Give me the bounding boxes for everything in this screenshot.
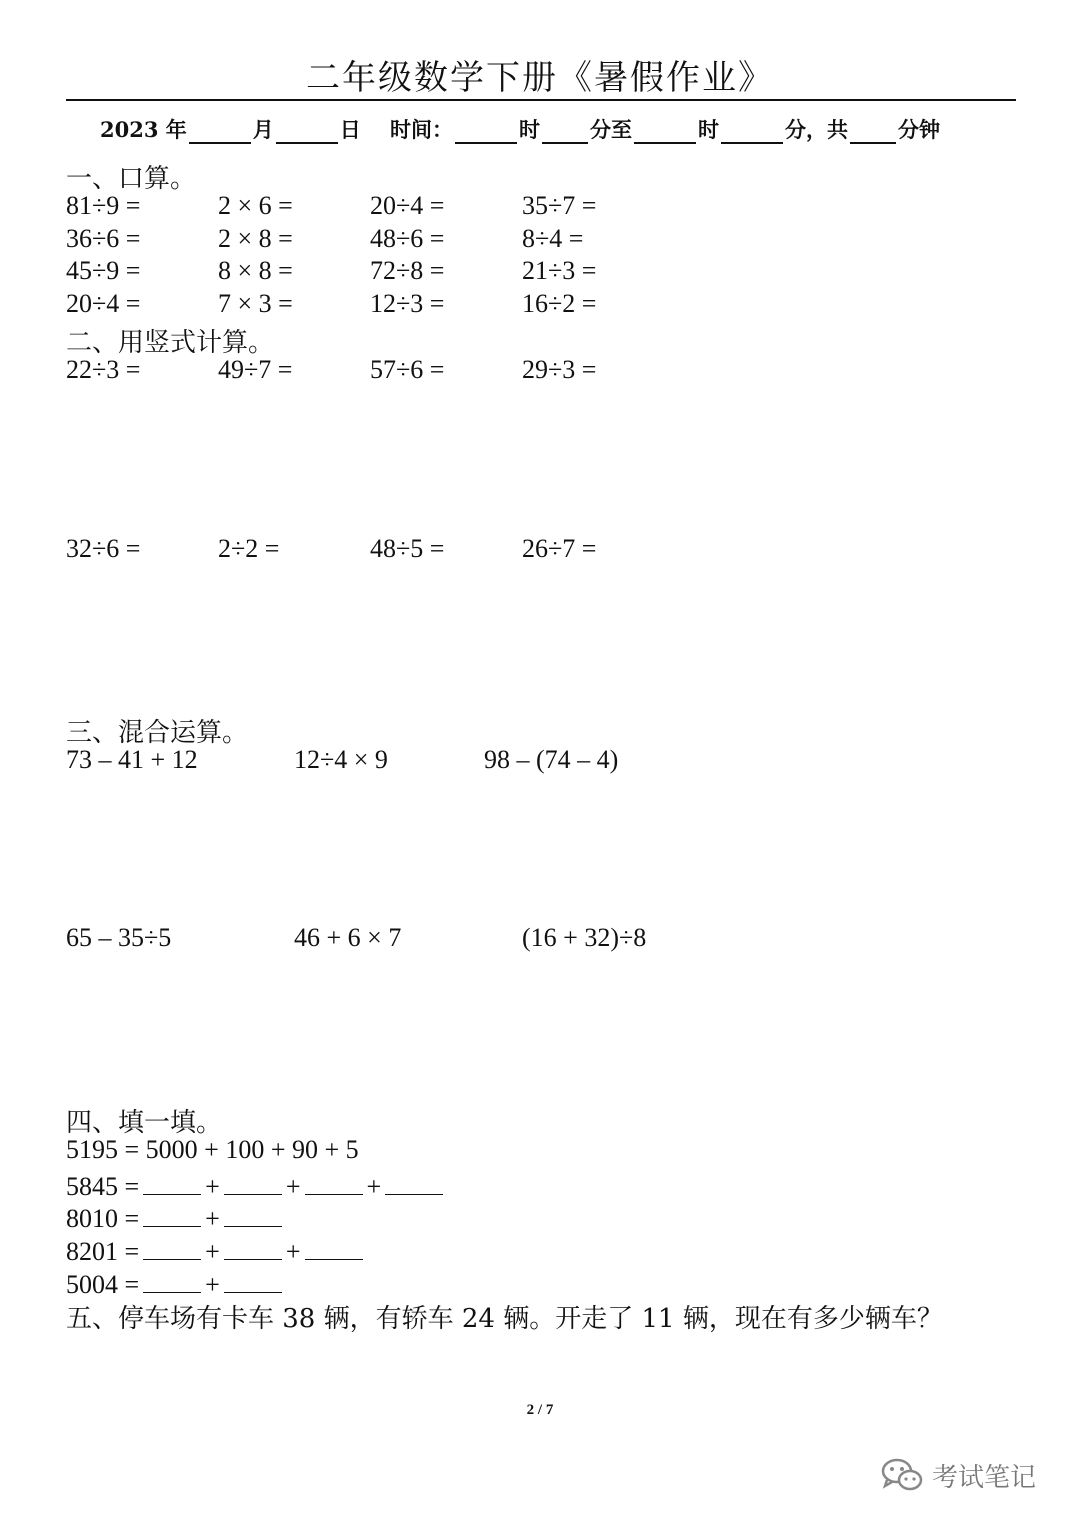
- oral-problem: 16÷2 =: [522, 289, 597, 318]
- oral-problem: 72÷8 =: [370, 256, 445, 285]
- answer-blank[interactable]: [143, 1266, 201, 1293]
- mixed-problem: (16 + 32)÷8: [522, 923, 647, 952]
- vertical-problem: 49÷7 =: [218, 355, 293, 384]
- total-minutes-blank[interactable]: [850, 120, 896, 144]
- time-label: 时间：: [390, 117, 454, 142]
- vertical-problem: 29÷3 =: [522, 355, 597, 384]
- hour-label-1: 时: [519, 117, 541, 142]
- oral-problem: 36÷6 =: [66, 224, 141, 253]
- wechat-icon: [880, 1455, 924, 1495]
- minute-to-label: 分至: [590, 117, 633, 142]
- title-rule: [66, 99, 1016, 101]
- minutes-label: 分钟: [898, 117, 941, 142]
- end-minute-blank[interactable]: [721, 120, 783, 144]
- answer-blank[interactable]: [224, 1266, 282, 1293]
- oral-problem: 7 × 3 =: [218, 289, 293, 318]
- vertical-problem: 48÷5 =: [370, 534, 445, 563]
- oral-problem: 8 × 8 =: [218, 256, 293, 285]
- answer-blank[interactable]: [143, 1233, 201, 1260]
- vertical-problem: 32÷6 =: [66, 534, 141, 563]
- answer-blank[interactable]: [224, 1200, 282, 1227]
- answer-blank[interactable]: [305, 1233, 363, 1260]
- section-1-title: 一、口算。: [66, 164, 197, 194]
- watermark: [880, 1455, 1036, 1495]
- answer-blank[interactable]: [305, 1168, 363, 1195]
- oral-problem: 35÷7 =: [522, 191, 597, 220]
- section-3-title: 三、混合运算。: [66, 718, 249, 748]
- fill-item: [66, 1266, 286, 1300]
- plus-sign: +: [205, 1172, 220, 1201]
- date-time-header: [100, 114, 940, 144]
- end-hour-blank[interactable]: [634, 120, 696, 144]
- mixed-problem: 12÷4 × 9: [294, 745, 388, 774]
- oral-problem: 12÷3 =: [370, 289, 445, 318]
- section-2-title: 二、用竖式计算。: [66, 328, 275, 358]
- vertical-problem: 22÷3 =: [66, 355, 141, 384]
- vertical-problem: 2÷2 =: [218, 534, 280, 563]
- section-5-title: 五、停车场有卡车 38 辆，有轿车 24 辆。开走了 11 辆，现在有多少辆车？: [66, 1304, 943, 1334]
- plus-sign: +: [205, 1204, 220, 1233]
- oral-problem: 21÷3 =: [522, 256, 597, 285]
- oral-problem: 20÷4 =: [370, 191, 445, 220]
- minute-total-label: 分，共: [785, 117, 849, 142]
- page-title: 二年级数学下册《暑假作业》: [306, 58, 774, 98]
- oral-problem: 2 × 8 =: [218, 224, 293, 253]
- vertical-problem: 57÷6 =: [370, 355, 445, 384]
- plus-sign: +: [366, 1172, 382, 1201]
- fill-lhs: 8201 =: [66, 1237, 140, 1266]
- hour-label-2: 时: [698, 117, 720, 142]
- answer-blank[interactable]: [385, 1168, 443, 1195]
- oral-problem: 48÷6 =: [370, 224, 445, 253]
- fill-item: [66, 1233, 367, 1267]
- plus-sign: +: [205, 1270, 220, 1299]
- mixed-problem: 65 – 35÷5: [66, 923, 172, 952]
- section-4-title: 四、填一填。: [66, 1108, 223, 1138]
- mixed-problem: 98 – (74 – 4): [484, 745, 619, 774]
- page-number: 2 / 7: [526, 1402, 554, 1418]
- start-hour-blank[interactable]: [455, 120, 517, 144]
- answer-blank[interactable]: [224, 1233, 282, 1260]
- oral-problem: 45÷9 =: [66, 256, 141, 285]
- start-minute-blank[interactable]: [542, 120, 588, 144]
- answer-blank[interactable]: [224, 1168, 282, 1195]
- answer-blank[interactable]: [143, 1168, 201, 1195]
- oral-problem: 81÷9 =: [66, 191, 141, 220]
- day-blank[interactable]: [276, 120, 338, 144]
- year-label: 2023 年: [100, 117, 187, 142]
- oral-problem: 2 × 6 =: [218, 191, 293, 220]
- fill-lhs: 8010 =: [66, 1204, 140, 1233]
- vertical-problem: 26÷7 =: [522, 534, 597, 563]
- fill-lhs: 5845 =: [66, 1172, 140, 1201]
- mixed-problem: 46 + 6 × 7: [294, 923, 402, 952]
- fill-lhs: 5004 =: [66, 1270, 140, 1299]
- plus-sign: +: [205, 1237, 220, 1266]
- answer-blank[interactable]: [143, 1200, 201, 1227]
- watermark-text: 考试笔记: [932, 1462, 1037, 1493]
- plus-sign: +: [285, 1237, 301, 1266]
- month-blank[interactable]: [189, 120, 251, 144]
- day-label: 日: [339, 117, 361, 142]
- month-label: 月: [252, 117, 274, 142]
- oral-problem: 20÷4 =: [66, 289, 141, 318]
- plus-sign: +: [285, 1172, 301, 1201]
- fill-item: [66, 1168, 447, 1202]
- fill-example: 5195 = 5000 + 100 + 90 + 5: [66, 1135, 359, 1164]
- fill-item: [66, 1200, 286, 1234]
- oral-problem: 8÷4 =: [522, 224, 584, 253]
- mixed-problem: 73 – 41 + 12: [66, 745, 198, 774]
